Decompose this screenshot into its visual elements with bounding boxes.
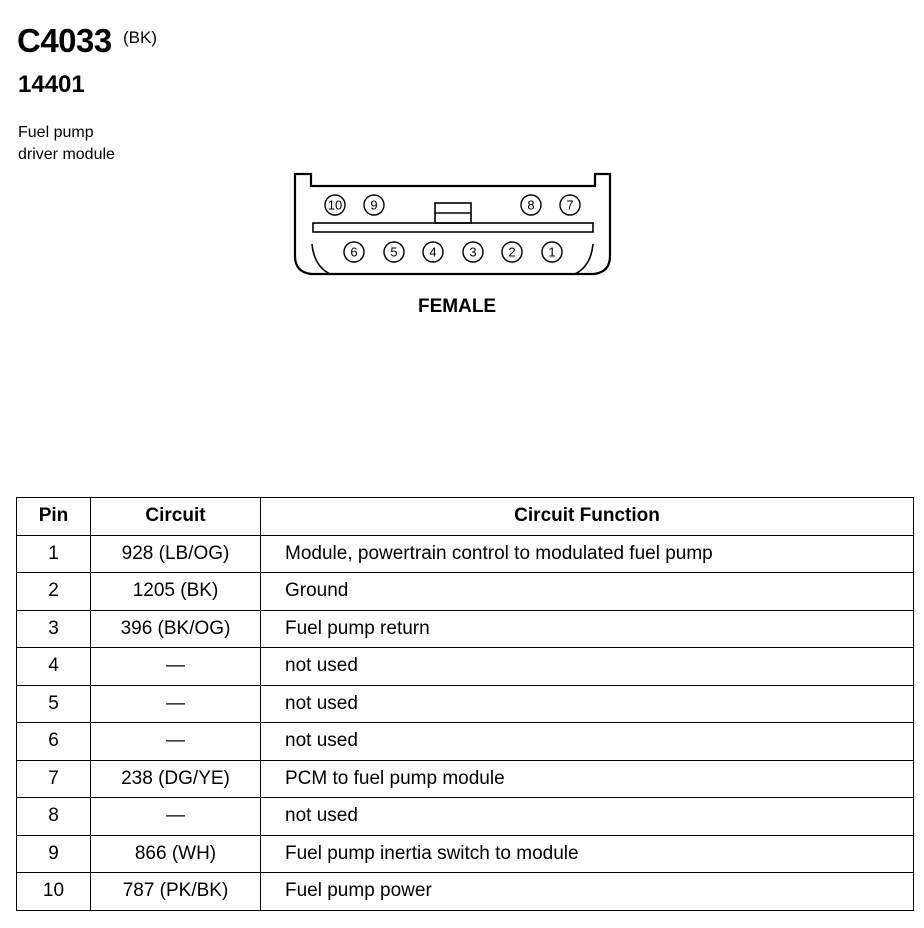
pin-number-label: 8 [527,197,535,213]
pin-cell: 1 [17,535,91,573]
connector-color: (BK) [123,28,157,47]
header-circuit: Circuit [91,498,261,536]
pin-6 [344,242,364,262]
table-row [17,535,914,573]
circuit-cell: — [91,685,261,723]
pin-4 [423,242,443,262]
circuit-cell: 1205 (BK) [91,573,261,611]
pin-number-label: 7 [566,197,574,213]
pin-9 [364,195,384,215]
table-row [17,610,914,648]
pin-cell: 3 [17,610,91,648]
pin-number-label: 2 [508,244,516,260]
description-line-1: Fuel pump [18,124,94,141]
top-pin-row [325,195,580,215]
function-cell: not used [261,685,914,723]
pin-7 [560,195,580,215]
table-row [17,685,914,723]
function-cell: not used [261,798,914,836]
bottom-pin-row [344,242,562,262]
pin-10 [325,195,345,215]
circuit-cell: — [91,798,261,836]
header-circuit-function: Circuit Function [261,498,914,536]
table-row [17,723,914,761]
connector-face-diagram [290,170,615,280]
pin-cell: 5 [17,685,91,723]
connector-id: C4033 [17,22,112,59]
pin-2 [502,242,522,262]
table-row [17,835,914,873]
header-pin: Pin [17,498,91,536]
pin-number-label: 3 [469,244,477,260]
pin-number-label: 6 [350,244,358,260]
circuit-cell: — [91,723,261,761]
function-cell: not used [261,723,914,761]
circuit-cell: 396 (BK/OG) [91,610,261,648]
function-cell: Ground [261,573,914,611]
function-cell: PCM to fuel pump module [261,760,914,798]
table-header-row [17,498,914,536]
pin-cell: 4 [17,648,91,686]
circuit-cell: — [91,648,261,686]
circuit-cell: 787 (PK/BK) [91,873,261,911]
pin-number-label: 4 [429,244,437,260]
table-row [17,648,914,686]
description-line-2: driver module [18,146,115,163]
pin-cell: 8 [17,798,91,836]
circuit-cell: 928 (LB/OG) [91,535,261,573]
pin-3 [463,242,483,262]
circuit-cell: 238 (DG/YE) [91,760,261,798]
pin-number-label: 10 [327,197,343,213]
connector-description [18,122,115,166]
function-cell: Fuel pump return [261,610,914,648]
table-row [17,873,914,911]
pin-5 [384,242,404,262]
part-number: 14401 [18,71,85,98]
pin-8 [521,195,541,215]
circuit-cell: 866 (WH) [91,835,261,873]
separator-bar [313,223,593,232]
pin-cell: 7 [17,760,91,798]
pin-cell: 9 [17,835,91,873]
function-cell: Module, powertrain control to modulated fuel pump [261,535,914,573]
pin-number-label: 5 [390,244,398,260]
table-row [17,573,914,611]
function-cell: Fuel pump power [261,873,914,911]
connector-gender: FEMALE [418,296,497,317]
pin-cell: 6 [17,723,91,761]
pin-cell: 10 [17,873,91,911]
pin-1 [542,242,562,262]
pin-number-label: 1 [548,244,556,260]
pin-number-label: 9 [370,197,378,213]
pin-cell: 2 [17,573,91,611]
table-row [17,798,914,836]
table-row [17,760,914,798]
function-cell: not used [261,648,914,686]
pinout-table [16,497,914,911]
connector-outline [295,174,610,274]
function-cell: Fuel pump inertia switch to module [261,835,914,873]
latch-key [435,203,471,223]
